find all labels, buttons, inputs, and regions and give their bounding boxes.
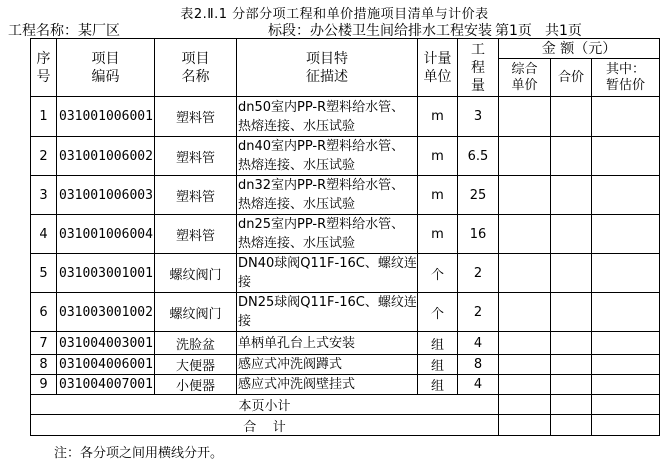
row-desc: dn50室内PP-R塑料给水管、 热熔连接、水压试验: [237, 97, 418, 137]
row-provisional: [592, 137, 660, 176]
subtotal-provisional: [592, 395, 660, 415]
section-name: 标段：办公楼卫生间给排水工程安装: [268, 23, 492, 39]
row-total-price: [551, 215, 592, 254]
total-total-price: [551, 415, 592, 436]
row-unit-price: [499, 375, 551, 395]
row-unit: m: [418, 137, 458, 176]
row-name: 塑料管: [155, 176, 237, 215]
table-row: [31, 215, 660, 254]
row-unit: m: [418, 215, 458, 254]
subtotal-total-price: [551, 395, 592, 415]
table-row: [31, 97, 660, 137]
total-row: [31, 415, 660, 436]
row-seq: 7: [31, 332, 57, 355]
row-total-price: [551, 254, 592, 293]
subtotal-unit-price: [499, 395, 551, 415]
row-qty: 6.5: [458, 137, 499, 176]
header-code: 项目 编码: [57, 39, 155, 97]
row-name: 塑料管: [155, 137, 237, 176]
row-total-price: [551, 293, 592, 332]
row-qty: 4: [458, 375, 499, 395]
row-name: 螺纹阀门: [155, 254, 237, 293]
table-row: [31, 176, 660, 215]
row-qty: 2: [458, 293, 499, 332]
row-qty: 16: [458, 215, 499, 254]
row-code: 031004003001: [57, 332, 155, 355]
subtotal-row: [31, 395, 660, 415]
row-seq: 3: [31, 176, 57, 215]
row-desc: 感应式冲洗阀壁挂式: [237, 375, 418, 395]
table-row: [31, 254, 660, 293]
header-name: 项目 名称: [155, 39, 237, 97]
row-provisional: [592, 254, 660, 293]
header-amount: 金 额（元）: [499, 39, 660, 59]
row-unit-price: [499, 254, 551, 293]
row-unit-price: [499, 332, 551, 355]
row-name: 大便器: [155, 355, 237, 375]
subtotal-label: 本页小计: [31, 395, 499, 415]
meta-line: [8, 20, 663, 38]
row-unit-price: [499, 215, 551, 254]
row-code: 031001006002: [57, 137, 155, 176]
row-name: 螺纹阀门: [155, 293, 237, 332]
row-name: 洗脸盆: [155, 332, 237, 355]
row-seq: 8: [31, 355, 57, 375]
table-row: [31, 375, 660, 395]
row-total-price: [551, 355, 592, 375]
row-desc: DN40球阀Q11F-16C、螺纹连 接: [237, 254, 418, 293]
row-code: 031003001002: [57, 293, 155, 332]
table-row: [31, 137, 660, 176]
row-seq: 2: [31, 137, 57, 176]
row-total-price: [551, 375, 592, 395]
header-unit: 计量 单位: [418, 39, 458, 97]
row-qty: 8: [458, 355, 499, 375]
row-unit: 组: [418, 355, 458, 375]
row-name: 小便器: [155, 375, 237, 395]
row-desc: 感应式冲洗阀蹲式: [237, 355, 418, 375]
row-provisional: [592, 375, 660, 395]
footnote: 注：各分项之间用横线分开。: [54, 446, 224, 461]
row-unit-price: [499, 355, 551, 375]
row-total-price: [551, 137, 592, 176]
table-row: [31, 332, 660, 355]
row-unit-price: [499, 97, 551, 137]
row-code: 031003001001: [57, 254, 155, 293]
row-provisional: [592, 293, 660, 332]
header-total-price: 合价: [551, 59, 592, 97]
table-row: [31, 293, 660, 332]
row-provisional: [592, 97, 660, 137]
row-seq: 6: [31, 293, 57, 332]
header-quantity: 工 程 量: [458, 39, 499, 97]
row-desc: dn32室内PP-R塑料给水管、 热熔连接、水压试验: [237, 176, 418, 215]
row-seq: 9: [31, 375, 57, 395]
row-total-price: [551, 97, 592, 137]
total-pages: 共1页: [545, 23, 582, 39]
header-unit-price: 综合 单价: [499, 59, 551, 97]
row-provisional: [592, 332, 660, 355]
table-row: [31, 355, 660, 375]
row-code: 031001006003: [57, 176, 155, 215]
row-desc: dn25室内PP-R塑料给水管、 热熔连接、水压试验: [237, 215, 418, 254]
header-feature: 项目特 征描述: [237, 39, 418, 97]
row-total-price: [551, 332, 592, 355]
header-provisional: 其中： 暂估价: [592, 59, 660, 97]
row-qty: 3: [458, 97, 499, 137]
row-code: 031004006001: [57, 355, 155, 375]
row-qty: 4: [458, 332, 499, 355]
row-unit: 组: [418, 332, 458, 355]
row-desc: 单柄单孔台上式安装: [237, 332, 418, 355]
row-unit: m: [418, 97, 458, 137]
row-qty: 25: [458, 176, 499, 215]
row-seq: 4: [31, 215, 57, 254]
row-code: 031001006001: [57, 97, 155, 137]
total-unit-price: [499, 415, 551, 436]
project-name: 工程名称：某厂区: [8, 23, 120, 39]
row-unit-price: [499, 176, 551, 215]
page-number: 第1页: [495, 23, 532, 39]
total-label: 合 计: [31, 415, 499, 436]
row-seq: 5: [31, 254, 57, 293]
row-unit: 个: [418, 293, 458, 332]
row-total-price: [551, 176, 592, 215]
row-unit-price: [499, 137, 551, 176]
bill-table: [30, 38, 660, 436]
header-seq: 序 号: [31, 39, 57, 97]
row-provisional: [592, 176, 660, 215]
row-code: 031004007001: [57, 375, 155, 395]
row-unit-price: [499, 293, 551, 332]
row-unit: 个: [418, 254, 458, 293]
row-desc: dn40室内PP-R塑料给水管、 热熔连接、水压试验: [237, 137, 418, 176]
total-provisional: [592, 415, 660, 436]
row-provisional: [592, 215, 660, 254]
row-desc: DN25球阀Q11F-16C、螺纹连 接: [237, 293, 418, 332]
row-code: 031001006004: [57, 215, 155, 254]
row-qty: 2: [458, 254, 499, 293]
table-title: 表2.Ⅱ.1 分部分项工程和单价措施项目清单与计价表: [180, 7, 489, 22]
row-unit: m: [418, 176, 458, 215]
row-name: 塑料管: [155, 97, 237, 137]
row-name: 塑料管: [155, 215, 237, 254]
row-unit: 组: [418, 375, 458, 395]
row-provisional: [592, 355, 660, 375]
row-seq: 1: [31, 97, 57, 137]
